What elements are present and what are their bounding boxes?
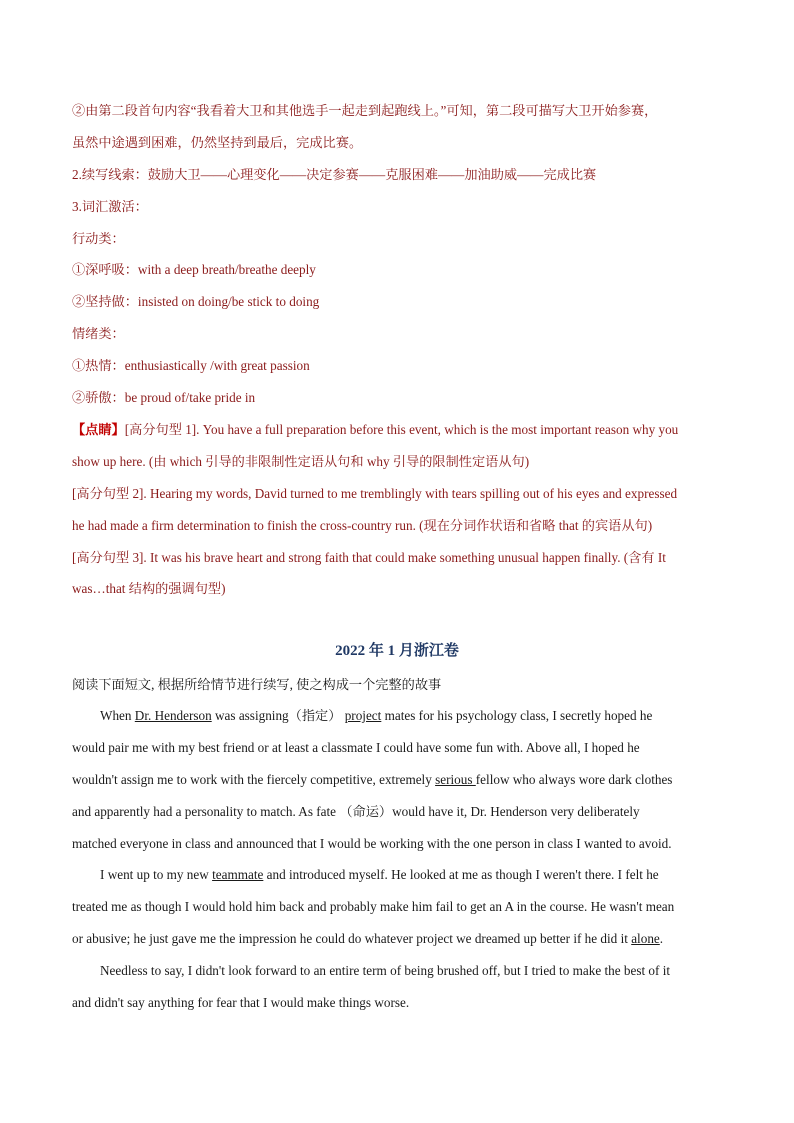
passage-line	[72, 929, 663, 949]
passage-line: matched everyone in class and announced that I would be working with the one person in class I wanted to avoid.	[72, 836, 672, 851]
tip-sentence	[72, 420, 678, 440]
passage-text: mates for his psychology class, I secretly hoped he	[381, 708, 653, 723]
vocab-item: ②骄傲：be proud of/take pride in	[72, 390, 256, 405]
vocab-item: ①深呼吸：with a deep breath/breathe deeply	[72, 262, 316, 277]
passage-text: .	[659, 931, 664, 946]
tip-text: [高分句型 1]. You have a full preparation before this event, which is the most important reason why you	[124, 422, 679, 437]
vocab-item: ①热情：enthusiastically /with great passion	[72, 358, 310, 373]
instruction-text: 阅读下面短文, 根据所给情节进行续写, 使之构成一个完整的故事	[72, 677, 442, 692]
underlined-word: project	[344, 708, 382, 723]
clues-text: 2.续写线索：鼓励大卫——心理变化——决定参赛——克服困难——加油助威——完成比赛	[72, 167, 597, 182]
passage-text: and introduced myself. He looked at me as though I weren't there. I felt he	[263, 867, 659, 882]
passage-text: was assigning（指定）	[211, 708, 345, 723]
tip-text: was…that 结构的强调句型)	[72, 581, 226, 596]
vocab-heading: 3.词汇激活：	[72, 199, 148, 214]
underlined-word: Dr. Henderson	[134, 708, 212, 723]
passage-text: fellow who always wore dark clothes	[475, 772, 673, 787]
passage-line	[72, 770, 672, 790]
tip-bracket: 【点睛】	[72, 422, 125, 437]
underlined-word: serious	[435, 772, 476, 787]
underlined-word: alone	[631, 931, 660, 946]
passage-line: and apparently had a personality to match. As fate （命运）would have it, Dr. Henderson very deliberately	[72, 804, 640, 819]
analysis-text: 虽然中途遇到困难，仍然坚持到最后，完成比赛。	[72, 135, 363, 150]
passage-text: or abusive; he just gave me the impression he could do whatever project we dreamed up better if he did it	[72, 931, 632, 946]
passage-text: wouldn't assign me to work with the fiercely competitive, extremely	[72, 772, 436, 787]
underlined-word: teammate	[212, 867, 264, 882]
tip-text: [高分句型 3]. It was his brave heart and strong faith that could make something unusual happen finally. (含有 It	[72, 550, 666, 565]
tip-text: show up here. (由 which 引导的非限制性定语从句和 why 引导的限制性定语从句)	[72, 454, 530, 469]
passage-line: treated me as though I would hold him back and probably make him fail to get an A in the course. He wasn't mean	[72, 899, 675, 914]
passage-line: would pair me with my best friend or at least a classmate I could have some fun with. Above all, I hoped he	[72, 740, 640, 755]
passage-line	[100, 865, 659, 885]
passage-line: Needless to say, I didn't look forward to an entire term of being brushed off, but I tried to make the best of it	[100, 963, 671, 978]
passage-line	[100, 706, 652, 726]
emotion-heading: 情绪类：	[72, 326, 125, 341]
passage-text: I went up to my new	[100, 867, 213, 882]
analysis-text: ②由第二段首句内容“我看着大卫和其他选手一起走到起跑线上。”可知，第二段可描写大卫开始参赛，	[72, 103, 658, 118]
vocab-item: ②坚持做：insisted on doing/be stick to doing	[72, 294, 320, 309]
action-heading: 行动类：	[72, 231, 125, 246]
section-title: 2022 年 1 月浙江卷	[335, 643, 459, 659]
passage-line: and didn't say anything for fear that I would make things worse.	[72, 995, 410, 1010]
passage-text: When	[100, 708, 135, 723]
tip-text: he had made a firm determination to finish the cross-country run. (现在分词作状语和省略 that 的宾语从句)	[72, 518, 653, 533]
tip-text: [高分句型 2]. Hearing my words, David turned to me tremblingly with tears spilling out of his eyes and expressed	[72, 486, 678, 501]
